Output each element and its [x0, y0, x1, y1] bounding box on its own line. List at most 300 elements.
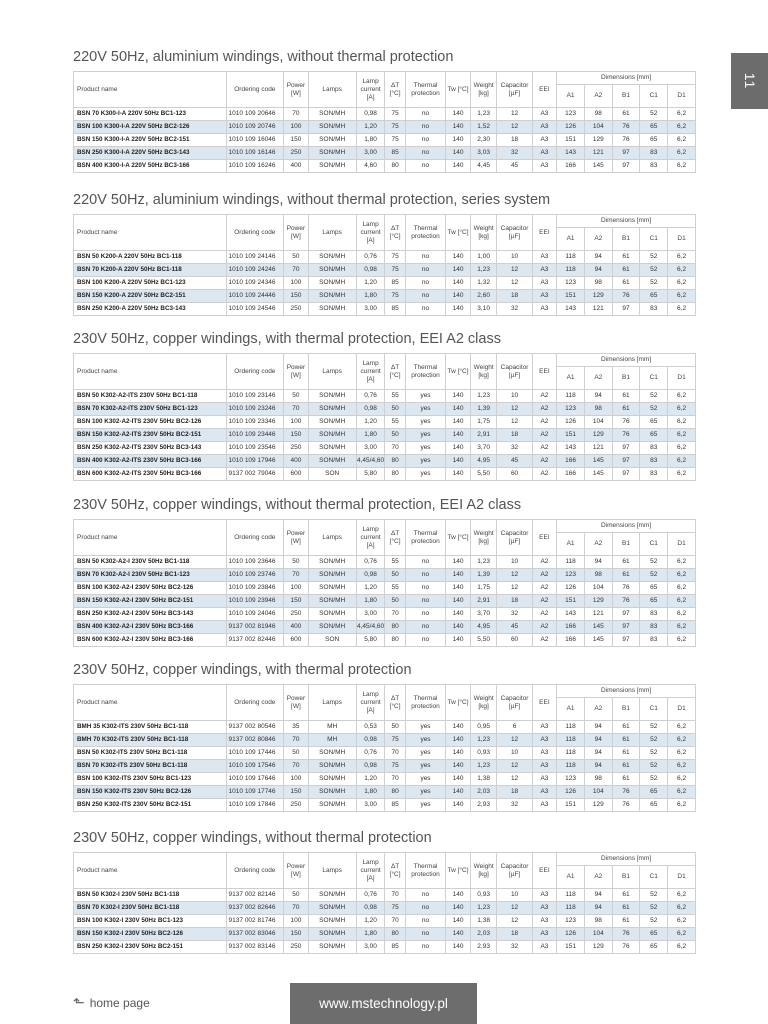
value-cell: yes [405, 390, 446, 403]
value-cell: 65 [640, 582, 668, 595]
value-cell: 97 [612, 468, 640, 481]
product-name-cell: BSN 100 K200-A 220V 50Hz BC1-123 [74, 277, 227, 290]
value-cell: 145 [584, 468, 612, 481]
value-cell: MH [308, 721, 356, 734]
page-number: 11 [741, 72, 758, 90]
value-cell: 1,20 [356, 915, 385, 928]
value-cell: 123 [557, 569, 585, 582]
value-cell: SON/MH [308, 595, 356, 608]
value-cell: yes [405, 416, 446, 429]
value-cell: 104 [584, 416, 612, 429]
value-cell: 98 [584, 569, 612, 582]
header-tw: Tw [°C] [446, 215, 471, 251]
value-cell: 118 [557, 390, 585, 403]
value-cell: SON/MH [308, 582, 356, 595]
value-cell: 250 [284, 799, 309, 812]
ordering-code-cell: 1010 109 17446 [226, 747, 284, 760]
header-dimensions: Dimensions [mm] [557, 520, 696, 533]
product-name-cell: BSN 50 K302-A2-I 230V 50Hz BC1-118 [74, 556, 227, 569]
value-cell: 3,00 [356, 799, 385, 812]
value-cell: 6,2 [668, 455, 696, 468]
header-lamp-current: Lamp current [A] [356, 215, 385, 251]
value-cell: 75 [385, 108, 405, 121]
value-cell: 151 [557, 290, 585, 303]
header-lamps: Lamps [308, 215, 356, 251]
value-cell: 12 [497, 915, 532, 928]
value-cell: 83 [640, 634, 668, 647]
value-cell: 150 [284, 595, 309, 608]
value-cell: 1,23 [470, 390, 497, 403]
value-cell: no [405, 121, 446, 134]
value-cell: 97 [612, 455, 640, 468]
header-weight: Weight [kg] [470, 354, 497, 390]
value-cell: SON/MH [308, 455, 356, 468]
value-cell: 6,2 [668, 468, 696, 481]
table-row [74, 455, 696, 468]
value-cell: 52 [640, 915, 668, 928]
value-cell: SON/MH [308, 429, 356, 442]
value-cell: 3,00 [356, 303, 385, 316]
table-row [74, 160, 696, 173]
value-cell: 10 [497, 747, 532, 760]
value-cell: 94 [584, 889, 612, 902]
header-lamp-current: Lamp current [A] [356, 685, 385, 721]
value-cell: 121 [584, 442, 612, 455]
value-cell: SON/MH [308, 773, 356, 786]
value-cell: 60 [497, 468, 532, 481]
value-cell: 98 [584, 403, 612, 416]
value-cell: SON/MH [308, 134, 356, 147]
header-a1: A1 [557, 698, 585, 721]
value-cell: 65 [640, 941, 668, 954]
value-cell: 4,45/4,60 [356, 455, 385, 468]
ordering-code-cell: 9137 002 82646 [226, 902, 284, 915]
value-cell: 4,95 [470, 621, 497, 634]
value-cell: 6,2 [668, 582, 696, 595]
value-cell: 76 [612, 429, 640, 442]
value-cell: 6,2 [668, 902, 696, 915]
header-c1: C1 [640, 85, 668, 108]
value-cell: 0,98 [356, 902, 385, 915]
table-row [74, 773, 696, 786]
header-thermal-protection: Thermal protection [405, 520, 446, 556]
header-product-name: Product name [74, 685, 227, 721]
header-capacitor: Capacitor [µF] [497, 72, 532, 108]
value-cell: 52 [640, 747, 668, 760]
ordering-code-cell: 9137 002 79046 [226, 468, 284, 481]
value-cell: 123 [557, 915, 585, 928]
value-cell: 80 [385, 928, 405, 941]
value-cell: 3,70 [470, 608, 497, 621]
value-cell: 118 [557, 747, 585, 760]
value-cell: 0,98 [356, 569, 385, 582]
value-cell: 143 [557, 303, 585, 316]
table-row [74, 429, 696, 442]
value-cell: 166 [557, 634, 585, 647]
value-cell: 0,76 [356, 556, 385, 569]
value-cell: 123 [557, 108, 585, 121]
value-cell: 126 [557, 928, 585, 941]
header-d1: D1 [668, 533, 696, 556]
value-cell: 140 [446, 902, 471, 915]
value-cell: 65 [640, 429, 668, 442]
value-cell: no [405, 134, 446, 147]
value-cell: 143 [557, 442, 585, 455]
product-name-cell: BSN 250 K200-A 220V 50Hz BC3-143 [74, 303, 227, 316]
header-weight: Weight [kg] [470, 685, 497, 721]
value-cell: 1,20 [356, 121, 385, 134]
value-cell: no [405, 264, 446, 277]
value-cell: 6,2 [668, 799, 696, 812]
value-cell: 61 [612, 251, 640, 264]
value-cell: 129 [584, 429, 612, 442]
ordering-code-cell: 9137 002 83146 [226, 941, 284, 954]
value-cell: 140 [446, 595, 471, 608]
product-name-cell: BSN 250 K302-A2-I 230V 50Hz BC3-143 [74, 608, 227, 621]
header-b1: B1 [612, 85, 640, 108]
value-cell: A3 [532, 290, 557, 303]
header-weight: Weight [kg] [470, 520, 497, 556]
value-cell: 151 [557, 799, 585, 812]
table-row [74, 403, 696, 416]
header-weight: Weight [kg] [470, 853, 497, 889]
value-cell: 6,2 [668, 290, 696, 303]
table-row [74, 442, 696, 455]
value-cell: 1,23 [470, 264, 497, 277]
header-c1: C1 [640, 367, 668, 390]
value-cell: 83 [640, 608, 668, 621]
value-cell: 145 [584, 455, 612, 468]
header-eei: EEI [532, 215, 557, 251]
value-cell: yes [405, 429, 446, 442]
table-row [74, 108, 696, 121]
value-cell: A3 [532, 760, 557, 773]
value-cell: 0,98 [356, 760, 385, 773]
value-cell: yes [405, 747, 446, 760]
value-cell: 140 [446, 251, 471, 264]
value-cell: 18 [497, 429, 532, 442]
value-cell: A2 [532, 416, 557, 429]
value-cell: 1,38 [470, 773, 497, 786]
value-cell: 52 [640, 556, 668, 569]
value-cell: 143 [557, 608, 585, 621]
value-cell: 10 [497, 390, 532, 403]
value-cell: 6,2 [668, 721, 696, 734]
ordering-code-cell: 1010 109 17846 [226, 799, 284, 812]
product-name-cell: BSN 100 K302-I 230V 50Hz BC1-123 [74, 915, 227, 928]
value-cell: 2,60 [470, 290, 497, 303]
value-cell: 80 [385, 634, 405, 647]
value-cell: 60 [497, 634, 532, 647]
value-cell: 98 [584, 915, 612, 928]
ordering-code-cell: 1010 109 24446 [226, 290, 284, 303]
value-cell: 65 [640, 134, 668, 147]
value-cell: SON/MH [308, 608, 356, 621]
value-cell: no [405, 621, 446, 634]
value-cell: 61 [612, 390, 640, 403]
header-a2: A2 [584, 367, 612, 390]
header-ordering-code: Ordering code [226, 520, 284, 556]
value-cell: 6,2 [668, 634, 696, 647]
value-cell: 1,38 [470, 915, 497, 928]
header-c1: C1 [640, 228, 668, 251]
value-cell: 85 [385, 941, 405, 954]
value-cell: 6,2 [668, 403, 696, 416]
value-cell: 1,20 [356, 277, 385, 290]
value-cell: 6,2 [668, 556, 696, 569]
value-cell: A3 [532, 134, 557, 147]
table-row [74, 747, 696, 760]
value-cell: 94 [584, 747, 612, 760]
value-cell: 61 [612, 264, 640, 277]
value-cell: 0,98 [356, 734, 385, 747]
header-capacitor: Capacitor [µF] [497, 685, 532, 721]
header-tw: Tw [°C] [446, 520, 471, 556]
header-a1: A1 [557, 367, 585, 390]
value-cell: SON/MH [308, 108, 356, 121]
table-row [74, 290, 696, 303]
header-tw: Tw [°C] [446, 685, 471, 721]
value-cell: 1,00 [470, 251, 497, 264]
value-cell: 2,30 [470, 134, 497, 147]
value-cell: 50 [385, 403, 405, 416]
value-cell: 80 [385, 786, 405, 799]
value-cell: 140 [446, 621, 471, 634]
value-cell: 6,2 [668, 773, 696, 786]
value-cell: 6,2 [668, 928, 696, 941]
value-cell: A3 [532, 928, 557, 941]
value-cell: 3,10 [470, 303, 497, 316]
value-cell: 52 [640, 251, 668, 264]
value-cell: 85 [385, 303, 405, 316]
value-cell: A3 [532, 734, 557, 747]
header-weight: Weight [kg] [470, 72, 497, 108]
value-cell: 75 [385, 902, 405, 915]
value-cell: 75 [385, 264, 405, 277]
value-cell: 145 [584, 634, 612, 647]
value-cell: 85 [385, 799, 405, 812]
value-cell: 250 [284, 147, 309, 160]
ordering-code-cell: 9137 002 80546 [226, 721, 284, 734]
value-cell: 0,76 [356, 390, 385, 403]
value-cell: 52 [640, 721, 668, 734]
value-cell: 70 [385, 773, 405, 786]
table-row [74, 902, 696, 915]
ordering-code-cell: 1010 109 16146 [226, 147, 284, 160]
header-product-name: Product name [74, 72, 227, 108]
value-cell: A2 [532, 390, 557, 403]
header-ordering-code: Ordering code [226, 685, 284, 721]
value-cell: 50 [284, 390, 309, 403]
value-cell: 150 [284, 786, 309, 799]
value-cell: 140 [446, 799, 471, 812]
value-cell: 145 [584, 621, 612, 634]
value-cell: 6 [497, 721, 532, 734]
value-cell: 1,80 [356, 429, 385, 442]
header-eei: EEI [532, 72, 557, 108]
value-cell: 126 [557, 786, 585, 799]
value-cell: 61 [612, 889, 640, 902]
value-cell: 76 [612, 290, 640, 303]
value-cell: 6,2 [668, 147, 696, 160]
value-cell: 6,2 [668, 390, 696, 403]
value-cell: no [405, 608, 446, 621]
header-capacitor: Capacitor [µF] [497, 520, 532, 556]
value-cell: A3 [532, 108, 557, 121]
value-cell: 52 [640, 264, 668, 277]
header-lamp-current: Lamp current [A] [356, 853, 385, 889]
value-cell: 600 [284, 634, 309, 647]
header-dimensions: Dimensions [mm] [557, 72, 696, 85]
section-title: 230V 50Hz, copper windings, without thermal protection [73, 830, 432, 846]
product-name-cell: BSN 150 K302-A2-I 230V 50Hz BC2-151 [74, 595, 227, 608]
value-cell: SON/MH [308, 621, 356, 634]
value-cell: 45 [497, 160, 532, 173]
value-cell: 150 [284, 429, 309, 442]
value-cell: 97 [612, 634, 640, 647]
value-cell: SON/MH [308, 786, 356, 799]
value-cell: 18 [497, 595, 532, 608]
header-product-name: Product name [74, 853, 227, 889]
header-a1: A1 [557, 533, 585, 556]
ordering-code-cell: 1010 109 23846 [226, 582, 284, 595]
value-cell: 97 [612, 608, 640, 621]
table-row [74, 621, 696, 634]
value-cell: yes [405, 786, 446, 799]
header-eei: EEI [532, 520, 557, 556]
product-name-cell: BMH 70 K302-ITS 230V 50Hz BC1-118 [74, 734, 227, 747]
product-name-cell: BSN 400 K302-A2-I 230V 50Hz BC3-166 [74, 621, 227, 634]
value-cell: 61 [612, 760, 640, 773]
value-cell: 129 [584, 595, 612, 608]
value-cell: 76 [612, 928, 640, 941]
value-cell: 140 [446, 455, 471, 468]
header-a2: A2 [584, 866, 612, 889]
ordering-code-cell: 1010 109 17746 [226, 786, 284, 799]
product-name-cell: BSN 400 K300-I-A 220V 50Hz BC3-166 [74, 160, 227, 173]
value-cell: 140 [446, 468, 471, 481]
value-cell: 50 [284, 556, 309, 569]
product-name-cell: BSN 50 K302-I 230V 50Hz BC1-118 [74, 889, 227, 902]
header-lamps: Lamps [308, 72, 356, 108]
website-link[interactable] [290, 983, 477, 1024]
value-cell: 97 [612, 442, 640, 455]
value-cell: 140 [446, 134, 471, 147]
value-cell: 52 [640, 403, 668, 416]
value-cell: 55 [385, 556, 405, 569]
value-cell: 100 [284, 277, 309, 290]
value-cell: 0,53 [356, 721, 385, 734]
value-cell: 118 [557, 902, 585, 915]
value-cell: 61 [612, 108, 640, 121]
value-cell: no [405, 290, 446, 303]
ordering-code-cell: 1010 109 17546 [226, 760, 284, 773]
section-title: 220V 50Hz, aluminium windings, without thermal protection, series system [73, 192, 551, 208]
value-cell: 65 [640, 290, 668, 303]
value-cell: 118 [557, 264, 585, 277]
value-cell: 4,95 [470, 455, 497, 468]
ordering-code-cell: 1010 109 24146 [226, 251, 284, 264]
home-page-link[interactable] [73, 994, 150, 1011]
value-cell: 12 [497, 277, 532, 290]
value-cell: 52 [640, 108, 668, 121]
value-cell: A2 [532, 455, 557, 468]
ordering-code-cell: 1010 109 23646 [226, 556, 284, 569]
value-cell: 150 [284, 928, 309, 941]
value-cell: 6,2 [668, 160, 696, 173]
value-cell: 2,93 [470, 799, 497, 812]
header-product-name: Product name [74, 354, 227, 390]
ordering-code-cell: 1010 109 24346 [226, 277, 284, 290]
value-cell: 0,93 [470, 747, 497, 760]
value-cell: 32 [497, 442, 532, 455]
value-cell: 1,23 [470, 902, 497, 915]
value-cell: 129 [584, 134, 612, 147]
value-cell: 104 [584, 582, 612, 595]
header-ordering-code: Ordering code [226, 853, 284, 889]
value-cell: 76 [612, 595, 640, 608]
value-cell: 118 [557, 760, 585, 773]
value-cell: 140 [446, 889, 471, 902]
value-cell: 94 [584, 390, 612, 403]
value-cell: 140 [446, 147, 471, 160]
value-cell: 118 [557, 889, 585, 902]
value-cell: 3,00 [356, 608, 385, 621]
header-ordering-code: Ordering code [226, 354, 284, 390]
value-cell: 140 [446, 556, 471, 569]
product-name-cell: BSN 600 K302-A2-I 230V 50Hz BC3-166 [74, 634, 227, 647]
value-cell: 12 [497, 416, 532, 429]
value-cell: 121 [584, 147, 612, 160]
product-name-cell: BSN 100 K302-A2-ITS 230V 50Hz BC2-126 [74, 416, 227, 429]
product-name-cell: BSN 150 K300-I-A 220V 50Hz BC2-151 [74, 134, 227, 147]
ordering-code-cell: 1010 109 20646 [226, 108, 284, 121]
header-b1: B1 [612, 698, 640, 721]
value-cell: 0,98 [356, 264, 385, 277]
value-cell: 18 [497, 134, 532, 147]
value-cell: 400 [284, 160, 309, 173]
value-cell: 118 [557, 721, 585, 734]
value-cell: A3 [532, 799, 557, 812]
value-cell: SON/MH [308, 442, 356, 455]
value-cell: 0,98 [356, 403, 385, 416]
header-thermal-protection: Thermal protection [405, 853, 446, 889]
value-cell: 140 [446, 264, 471, 277]
header-a2: A2 [584, 85, 612, 108]
header-eei: EEI [532, 853, 557, 889]
ordering-code-cell: 1010 109 24546 [226, 303, 284, 316]
ordering-code-cell: 1010 109 20746 [226, 121, 284, 134]
value-cell: 6,2 [668, 786, 696, 799]
value-cell: 76 [612, 799, 640, 812]
value-cell: A2 [532, 621, 557, 634]
value-cell: yes [405, 442, 446, 455]
value-cell: 140 [446, 442, 471, 455]
value-cell: 126 [557, 416, 585, 429]
value-cell: 6,2 [668, 442, 696, 455]
value-cell: 75 [385, 760, 405, 773]
value-cell: A3 [532, 747, 557, 760]
value-cell: 0,93 [470, 889, 497, 902]
value-cell: no [405, 634, 446, 647]
spec-section [73, 191, 696, 316]
product-name-cell: BSN 250 K302-ITS 230V 50Hz BC2-151 [74, 799, 227, 812]
value-cell: 18 [497, 786, 532, 799]
value-cell: 32 [497, 941, 532, 954]
ordering-code-cell: 1010 109 23346 [226, 416, 284, 429]
value-cell: 12 [497, 902, 532, 915]
value-cell: A3 [532, 786, 557, 799]
